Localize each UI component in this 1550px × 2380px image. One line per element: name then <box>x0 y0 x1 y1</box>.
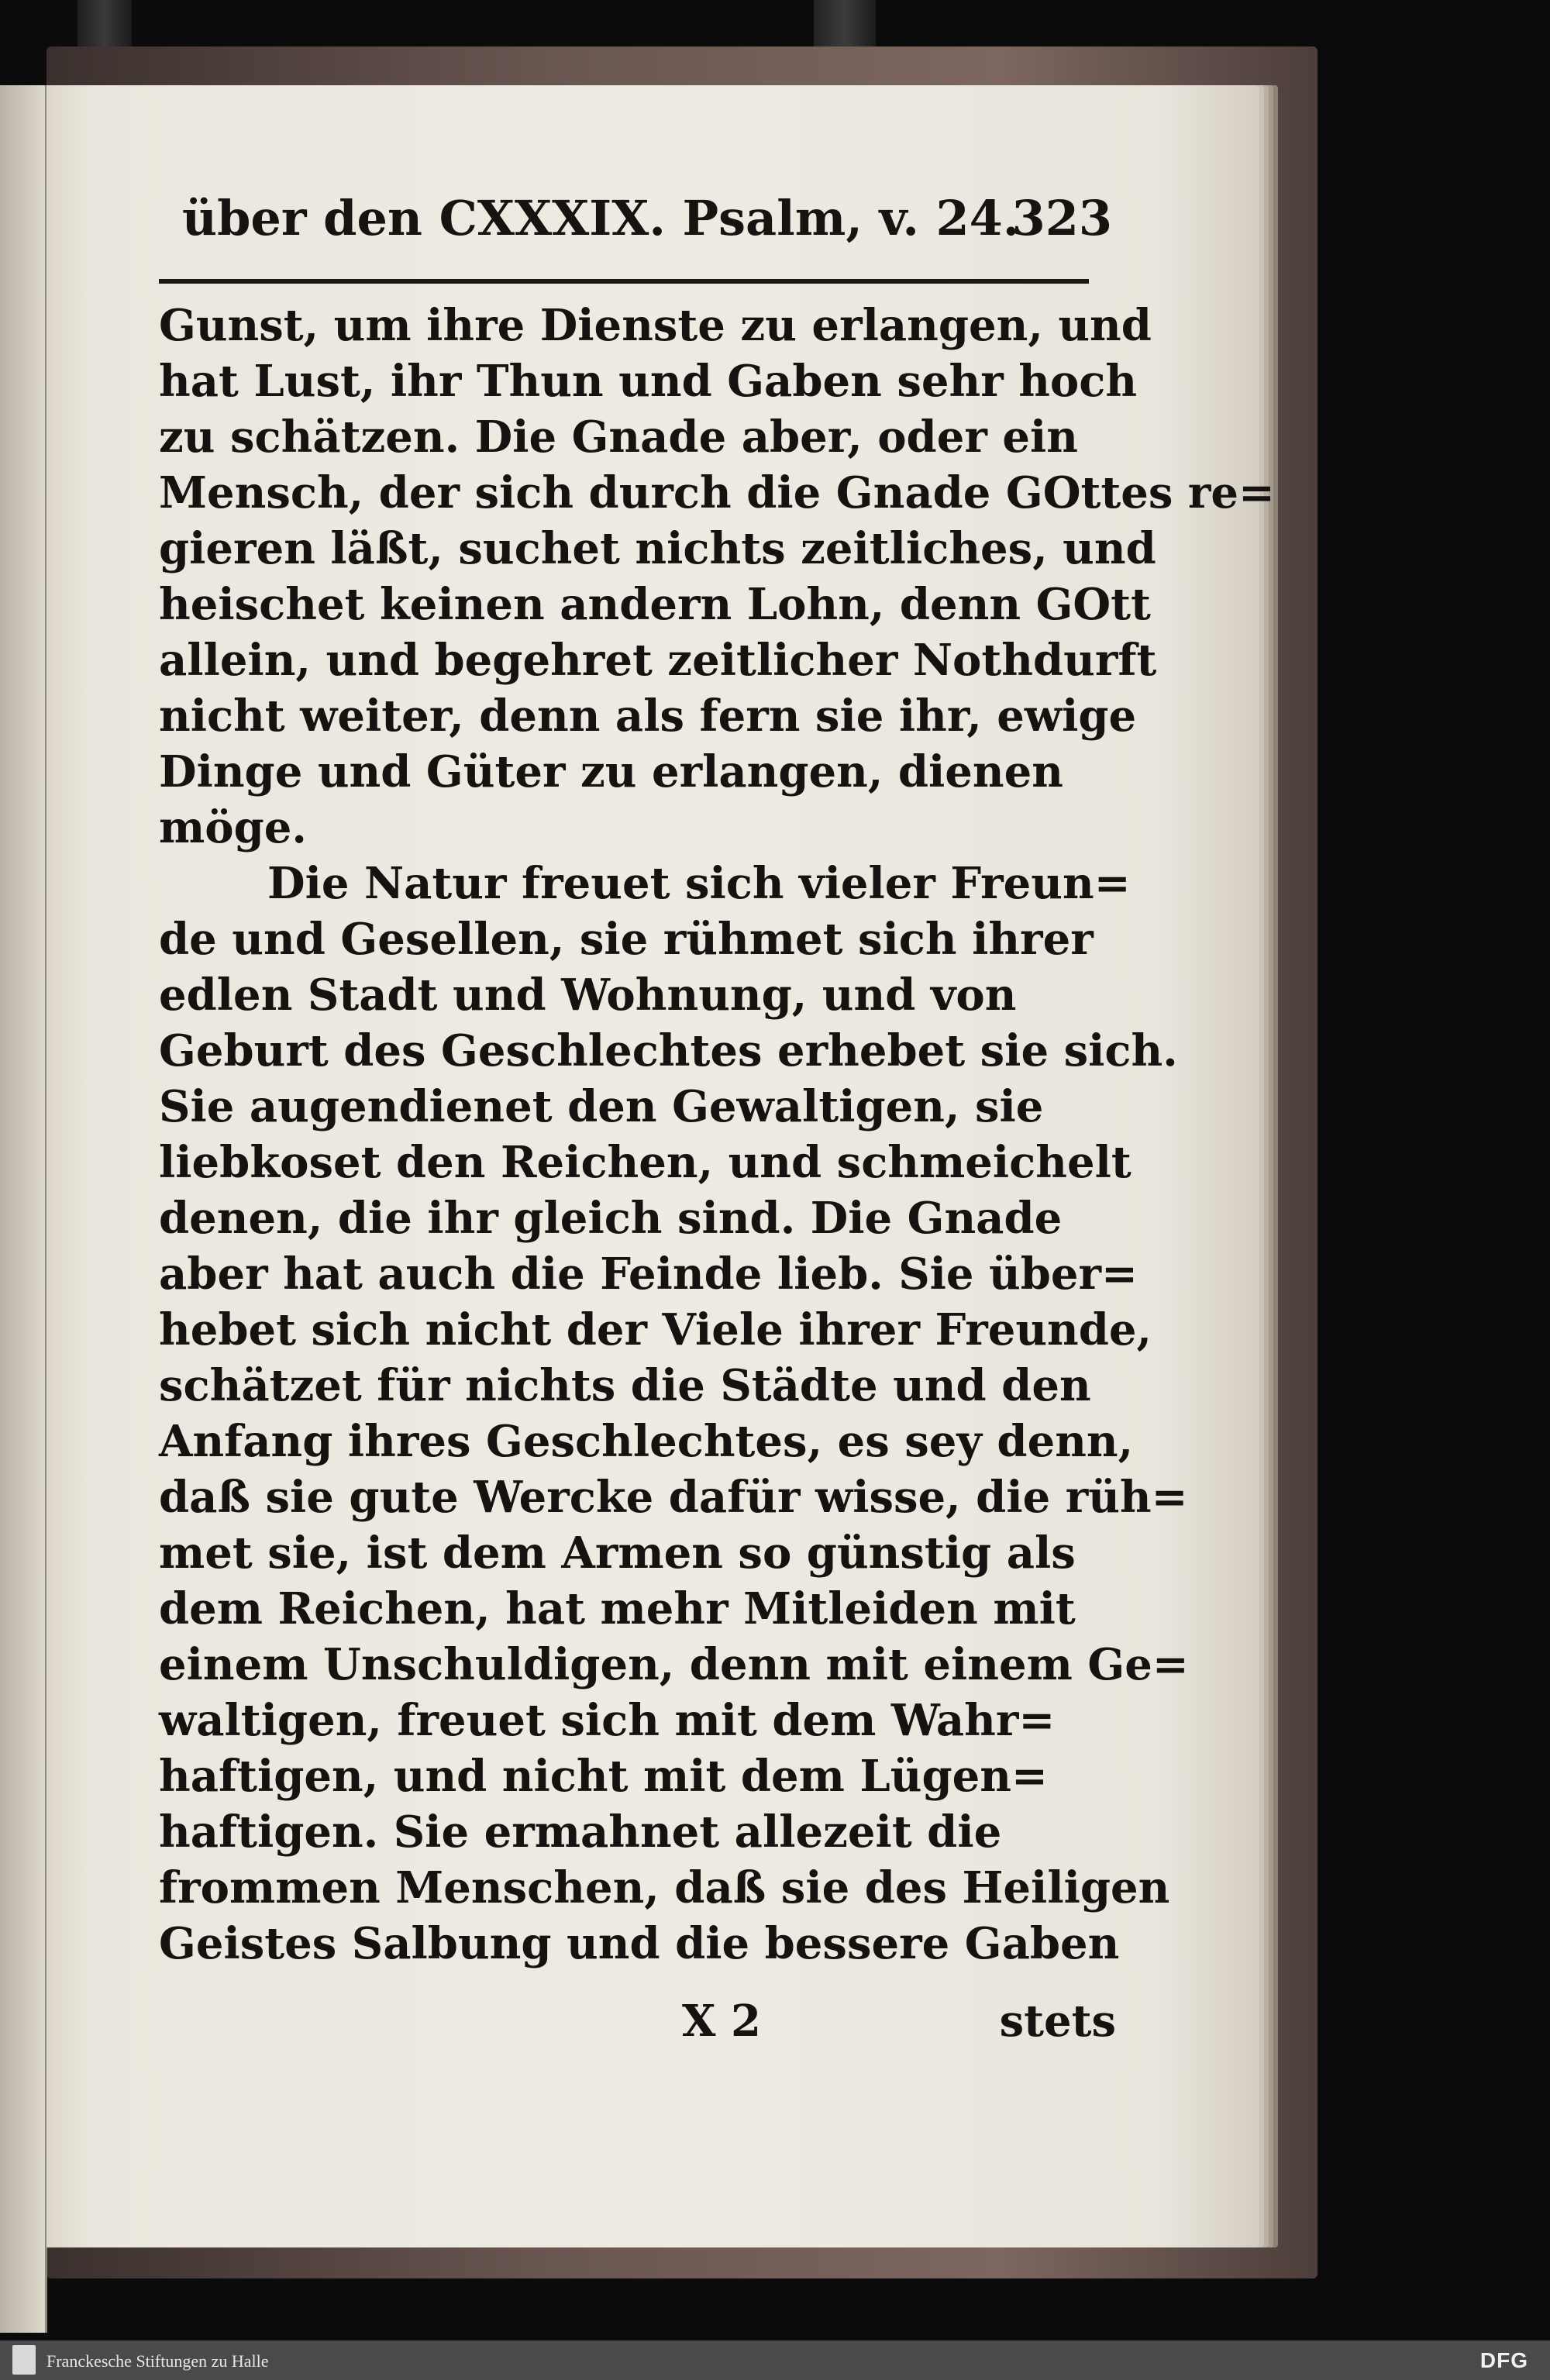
running-title: über den CXXXIX. Psalm, v. 24. <box>182 190 1020 246</box>
institution-name: Franckesche Stiftungen zu Halle <box>46 2351 269 2371</box>
text-line: schätzet für nichts die Städte und den <box>159 1360 1091 1411</box>
text-line: allein, und begehret zeitlicher Nothdurft <box>159 635 1157 686</box>
catchword: stets <box>999 1996 1116 2047</box>
text-line: Mensch, der sich durch die Gnade GOttes re= <box>159 467 1275 518</box>
text-line: hat Lust, ihr Thun und Gaben sehr hoch <box>159 356 1138 407</box>
text-line: daß sie gute Wercke dafür wisse, die rüh= <box>159 1472 1188 1523</box>
text-line: Geistes Salbung und die bessere Gaben <box>159 1918 1120 1969</box>
text-line: Sie augendienet den Gewaltigen, sie <box>159 1081 1044 1132</box>
page-number: 323 <box>1011 190 1112 246</box>
funder-logo: DFG <box>1479 2348 1528 2372</box>
page-header <box>182 190 1112 283</box>
text-line: dem Reichen, hat mehr Mitleiden mit <box>159 1583 1076 1634</box>
text-line: denen, die ihr gleich sind. Die Gnade <box>159 1193 1063 1244</box>
text-line: Geburt des Geschlechtes erhebet sie sich. <box>159 1025 1178 1076</box>
text-line: aber hat auch die Feinde lieb. Sie über= <box>159 1249 1138 1300</box>
text-line: Anfang ihres Geschlechtes, es sey denn, <box>159 1416 1134 1467</box>
text-line: met sie, ist dem Armen so günstig als <box>159 1528 1076 1579</box>
left-page-edge <box>0 85 47 2333</box>
footer-bar <box>0 2340 1550 2380</box>
text-line: haftigen, und nicht mit dem Lügen= <box>159 1751 1048 1802</box>
text-line: frommen Menschen, daß sie des Heiligen <box>159 1862 1170 1913</box>
text-line: möge. <box>159 802 307 853</box>
institution-logo-icon <box>12 2345 36 2375</box>
text-line: Gunst, um ihre Dienste zu erlangen, und <box>159 300 1152 351</box>
text-line: waltigen, freuet sich mit dem Wahr= <box>159 1695 1056 1746</box>
text-line: einem Unschuldigen, denn mit einem Ge= <box>159 1639 1189 1690</box>
text-line: liebkoset den Reichen, und schmeichelt <box>159 1137 1132 1188</box>
text-line: zu schätzen. Die Gnade aber, oder ein <box>159 412 1078 463</box>
text-line: heischet keinen andern Lohn, denn GOtt <box>159 579 1151 630</box>
text-line: edlen Stadt und Wohnung, und von <box>159 970 1017 1021</box>
header-rule <box>159 279 1089 284</box>
text-line: nicht weiter, denn als fern sie ihr, ewige <box>159 691 1137 742</box>
signature-mark: X 2 <box>682 1996 761 2047</box>
text-line: de und Gesellen, sie rühmet sich ihrer <box>159 914 1094 965</box>
text-line: Dinge und Güter zu erlangen, dienen <box>159 746 1063 797</box>
text-line: haftigen. Sie ermahnet allezeit die <box>159 1807 1002 1858</box>
text-line: gieren läßt, suchet nichts zeitliches, und <box>159 523 1156 574</box>
text-line: hebet sich nicht der Viele ihrer Freunde, <box>159 1304 1152 1355</box>
text-line: Die Natur freuet sich vieler Freun= <box>267 858 1131 909</box>
